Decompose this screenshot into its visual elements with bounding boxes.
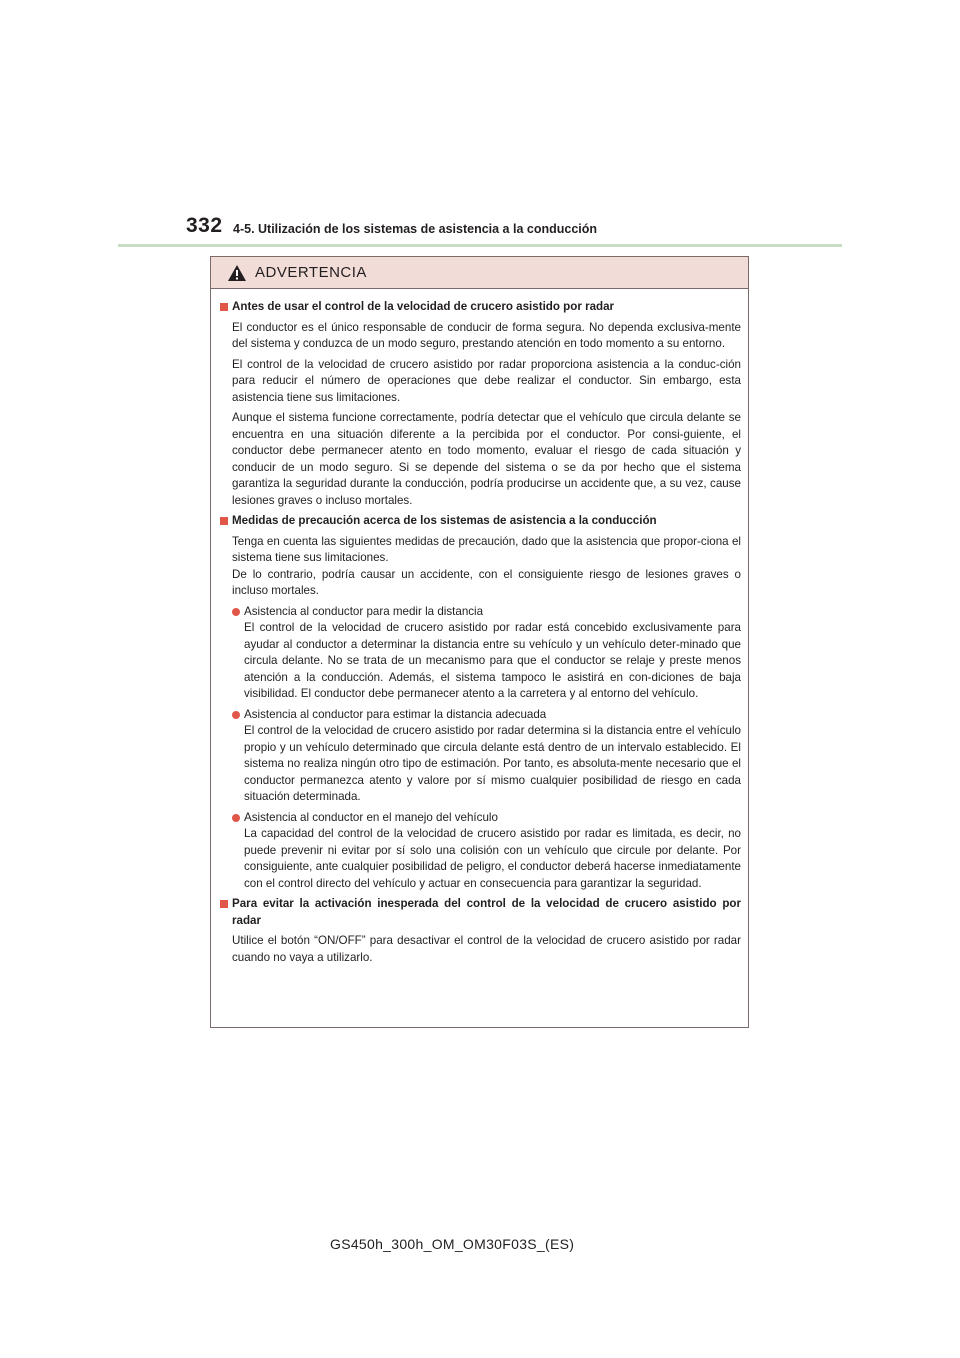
bullet-text: El control de la velocidad de crucero asistido por radar determina si la distancia entre el vehículo propio y un vehículo determinado que circula delante está dentro de un intervalo establecido. El sistema no realiza ningún otro tipo de estimación. Por tanto, es absoluta-mente necesario que el conductor permanezca atento y valore por sí mismo cualquier posibilidad de riesgo en cada situación determinada.	[244, 724, 741, 803]
bullet-title: Asistencia al conductor para medir la distancia	[244, 604, 484, 618]
round-bullet-icon	[232, 814, 240, 822]
section-heading: Medidas de precaución acerca de los sistemas de asistencia a la conducción	[218, 513, 741, 530]
round-bullet-icon	[232, 608, 240, 616]
list-item	[218, 707, 741, 806]
page-number: 332	[186, 214, 223, 237]
warning-box	[210, 256, 749, 1028]
warning-header	[211, 257, 748, 289]
paragraph: Aunque el sistema funcione correctamente, podría detectar que el vehículo que circula delante se encuentra en una situación diferente a la percibida por el conductor. Por consi-guiente, el conductor debe permanecer atento en todo momento, evaluar el riesgo de cada situación y conducir de un modo seguro. Si se depende del sistema o se da por hecho que el sistema garantiza la seguridad durante la conducción, podría producirse un accidente que, a su vez, cause lesiones graves o incluso mortales.	[232, 411, 741, 507]
header-rule	[118, 244, 842, 247]
section-heading: Para evitar la activación inesperada del control de la velocidad de crucero asistido por radar	[218, 896, 741, 929]
section-title: 4-5. Utilización de los sistemas de asistencia a la conducción	[233, 222, 598, 236]
warning-title: ADVERTENCIA	[255, 264, 367, 281]
warning-body	[211, 289, 748, 966]
paragraph: Tenga en cuenta las siguientes medidas de precaución, dado que la asistencia que propor-ciona el sistema tiene sus limitaciones. De lo contrario, podría causar un accidente, con el consiguiente riesgo de lesiones graves o incluso mortales.	[232, 534, 741, 597]
square-bullet-icon	[220, 517, 228, 525]
bullet-title: Asistencia al conductor en el manejo del vehículo	[244, 810, 498, 824]
list-item	[218, 604, 741, 703]
paragraph: El control de la velocidad de crucero asistido por radar proporciona asistencia a la conduc-ción para reducir el número de operaciones que debe realizar el conductor. Sin embargo, esta asistencia tiene sus limitaciones.	[232, 357, 741, 404]
square-bullet-icon	[220, 900, 228, 908]
bullet-text: El control de la velocidad de crucero asistido por radar está concebido exclusivamente para ayudar al conductor a determinar la distancia entre su vehículo y un vehículo deter-minado que circula delante. No se trata de un mecanismo para que el conductor se relaje y preste menos atención a la conducción. Además, el sistema tampoco le asistirá en con-diciones de baja visibilidad. El conductor debe permanecer atento a la carretera y al entorno del vehículo.	[244, 621, 741, 700]
bullet-text: La capacidad del control de la velocidad de crucero asistido por radar es limitada, es decir, no puede prevenir ni evitar por sí solo una colisión con un vehículo que circule por delante. Por consiguiente, ante cualquier posibilidad de peligro, el conductor deberá hacerse inmediatamente con el control directo del vehículo y actuar en consecuencia para garantizar la seguridad.	[244, 827, 741, 890]
paragraph: El conductor es el único responsable de conducir de forma segura. No dependa exclusiva-mente del sistema y conduzca de un modo seguro, prestando atención en todo momento a su entorno.	[232, 320, 741, 350]
square-bullet-icon	[220, 303, 228, 311]
warning-triangle-icon	[227, 264, 247, 282]
round-bullet-icon	[232, 711, 240, 719]
bullet-title: Asistencia al conductor para estimar la distancia adecuada	[244, 707, 547, 721]
paragraph: Utilice el botón “ON/OFF” para desactivar el control de la velocidad de crucero asistido por radar cuando no vaya a utilizarlo.	[232, 934, 741, 964]
section-heading: Antes de usar el control de la velocidad de crucero asistido por radar	[218, 299, 741, 316]
document-code: GS450h_300h_OM_OM30F03S_(ES)	[330, 1236, 575, 1252]
list-item	[218, 810, 741, 893]
